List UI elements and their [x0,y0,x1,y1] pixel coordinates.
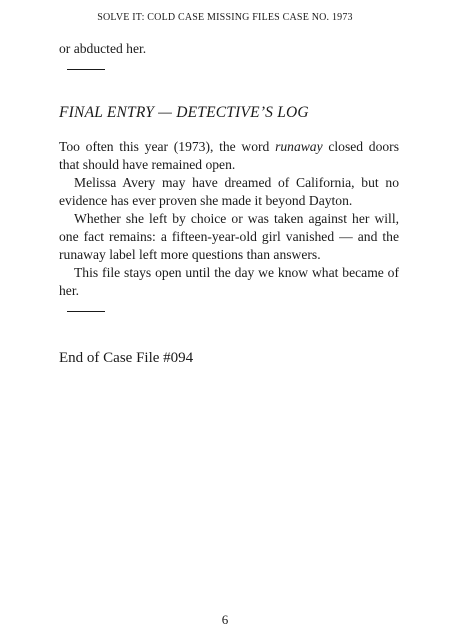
page-body [59,40,399,368]
end-of-file-note: End of Case File #094 [59,350,194,366]
section-heading: FINAL ENTRY — DETECTIVE’S LOG [59,104,309,121]
paragraph-2: Melissa Avery may have dreamed of California, but no evidence has ever proven she made it beyond Dayton. [59,175,399,208]
paragraph-1-start: Too often this year (1973), the word [59,139,276,154]
paragraph-1-end: closed doors that should have remained open. [59,139,399,172]
paragraph-1-emphasis: runaway [275,139,323,154]
carryover-paragraph: or abducted her. [59,41,147,56]
section-divider-end [67,311,105,312]
paragraph-4: This file stays open until the day we know what became of her. [59,265,399,298]
paragraph-1 [59,138,399,174]
paragraph-3: Whether she left by choice or was taken against her will, one fact remains: a fifteen-year-old girl vanished — and the runaway label left more questions than answers. [59,211,399,262]
page-number: 6 [221,612,229,627]
running-header: SOLVE IT: COLD CASE MISSING FILES CASE NO. 1973 [97,12,353,23]
section-divider [67,69,105,70]
